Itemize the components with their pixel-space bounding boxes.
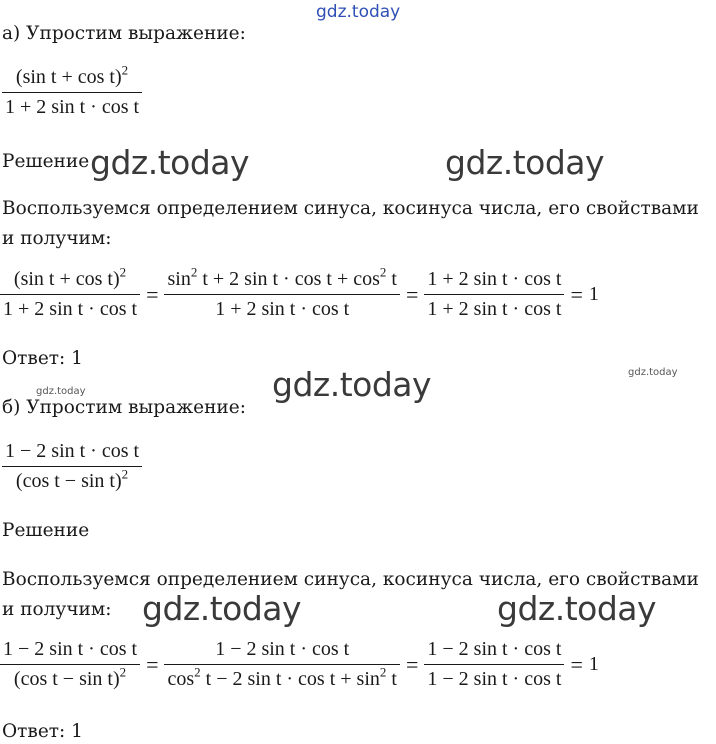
part-a-eq-f2-exp: 2 [379,264,387,280]
part-a-eq-f2-num-part: t [386,268,397,290]
part-a-eq-f2-num-part: sin [167,268,191,290]
equals-sign: = [570,281,583,307]
part-a-eq-f2-den: 1 + 2 sin t · cos t [215,298,350,321]
part-a-eq-f2-exp: 2 [190,264,198,280]
part-b-eq-fraction-2 [164,638,399,691]
part-a-eq-f3-den: 1 + 2 sin t · cos t [427,298,562,321]
part-a-paragraph: Воспользуемся определением синуса, косинуса числа, его свойствами и получим: [2,198,699,249]
watermark-2: gdz.today [445,143,605,182]
watermark-top: gdz.today [316,2,401,22]
part-b-expression-fraction [2,440,142,493]
part-a-eq-f2-num-part: t + 2 sin t · cos t + cos [197,268,380,290]
part-b-eq-f2-num: 1 − 2 sin t · cos t [215,638,350,660]
part-a-eq-f3-num: 1 + 2 sin t · cos t [427,268,562,290]
part-a-eq-f1-exp: 2 [119,264,127,280]
part-b-eq-fraction-1 [0,638,140,691]
part-a-expr-exponent: 2 [121,62,129,78]
part-a-solution-label: Решение [2,151,90,172]
part-a-expression-fraction [2,62,142,119]
part-b-eq-f1-num: 1 − 2 sin t · cos t [3,638,138,660]
equals-sign: = [405,281,419,307]
part-a-eq-fraction-1 [0,264,140,321]
equals-sign: = [405,651,419,677]
watermark-small-1: gdz.today [36,386,86,397]
part-b-eq-fraction-3 [424,638,564,691]
watermark-1: gdz.today [90,143,250,182]
part-a-heading: а) Упростим выражение: [2,23,246,44]
part-a-eq-fraction-3 [424,268,564,321]
part-b-eq-f2-exp: 2 [194,664,201,680]
part-b-eq-f1-den: (cos t − sin t) [13,668,120,691]
part-a-expression [2,62,142,119]
part-b-expr-denominator: (cos t − sin t) [15,470,122,493]
part-b-expression [2,440,142,493]
part-b-eq-f2-den-part: cos [167,668,195,691]
part-b-paragraph: Воспользуемся определением синуса, косинуса числа, его свойствами и получим: [2,569,699,620]
part-b-eq-f2-den-part: t [386,668,397,691]
equals-sign: = [146,281,159,307]
equals-sign: = [570,651,583,677]
part-b-answer: Ответ: 1 [2,721,83,742]
watermark-5: gdz.today [497,589,657,628]
part-a-eq-f1-num: (sin t + cos t) [13,268,120,290]
watermark-small-2: gdz.today [628,367,678,378]
part-b-expr-exponent: 2 [121,466,129,482]
part-b-eq-f2-den-part: t − 2 sin t · cos t + sin [200,668,380,691]
part-a-equation [0,264,599,321]
part-b-eq-f2-exp: 2 [379,664,387,680]
part-b-heading: б) Упростим выражение: [2,397,246,418]
part-b-eq-result: 1 [588,653,599,676]
part-a-eq-fraction-2 [164,264,399,321]
watermark-4: gdz.today [142,589,302,628]
part-b-equation [0,638,599,691]
part-a-answer: Ответ: 1 [2,348,83,369]
part-b-expr-numerator: 1 − 2 sin t · cos t [5,440,140,462]
equals-sign: = [146,651,159,677]
part-a-eq-f1-den: 1 + 2 sin t · cos t [3,298,138,321]
part-b-eq-f3-den: 1 − 2 sin t · cos t [427,668,562,691]
part-b-eq-f1-exp: 2 [119,664,127,680]
part-a-expr-denominator: 1 + 2 sin t · cos t [5,96,140,119]
part-a-expr-numerator: (sin t + cos t) [15,66,122,88]
watermark-3: gdz.today [272,365,432,404]
part-b-eq-f3-num: 1 − 2 sin t · cos t [427,638,562,660]
part-a-eq-result: 1 [588,283,599,306]
part-b-solution-label: Решение [2,520,90,541]
